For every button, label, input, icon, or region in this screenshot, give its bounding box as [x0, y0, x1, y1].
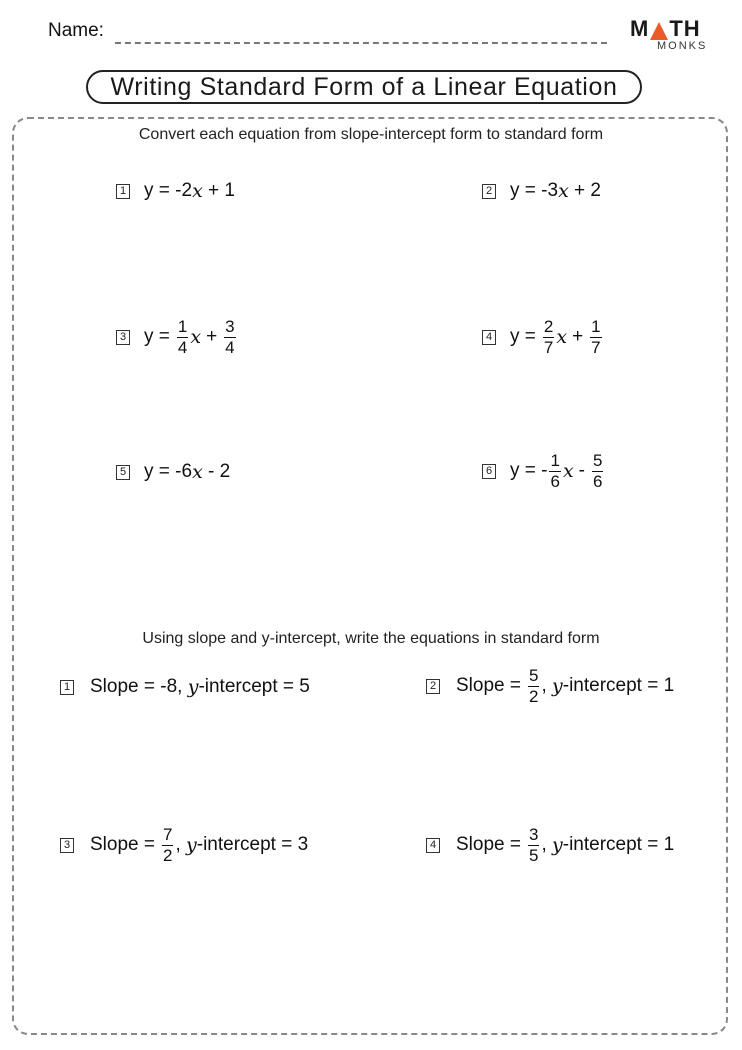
- numerator: 3: [528, 825, 539, 844]
- section1-instruction: Convert each equation from slope-intercept form to standard form: [138, 126, 604, 143]
- s1-problem-2: [482, 180, 601, 202]
- s1-problem-4: [482, 318, 604, 357]
- equation-lhs: y =: [510, 326, 536, 348]
- s2-problem-2: [426, 667, 674, 706]
- fraction: [592, 452, 603, 491]
- denominator: 7: [591, 337, 601, 357]
- problem-number: 2: [426, 679, 440, 694]
- intercept-text: -intercept = 3: [196, 834, 309, 856]
- denominator: 6: [550, 471, 560, 491]
- equation-part: y = -3: [510, 180, 559, 201]
- section2-instruction: Using slope and y-intercept, write the equations in standard form: [142, 630, 600, 647]
- operator: +: [206, 326, 218, 348]
- fraction: [528, 826, 539, 865]
- equation: [510, 180, 601, 202]
- variable-x: x: [562, 460, 574, 483]
- problem-text: [456, 826, 674, 865]
- problem-number: 6: [482, 464, 496, 479]
- variable-x: x: [556, 326, 568, 349]
- problem-number: 1: [116, 184, 130, 199]
- fraction: [590, 318, 601, 357]
- variable-x: x: [192, 180, 203, 202]
- variable-x: x: [558, 180, 569, 202]
- problem-number: 3: [116, 330, 130, 345]
- name-line[interactable]: [115, 42, 607, 44]
- denominator: 7: [543, 337, 554, 357]
- problem-number: 3: [60, 838, 74, 853]
- s1-problem-3: [116, 318, 238, 357]
- denominator: 2: [528, 686, 539, 706]
- problem-number: 2: [482, 184, 496, 199]
- s1-problem-5: [116, 461, 230, 483]
- numerator: 1: [550, 451, 560, 470]
- equation: [510, 452, 605, 491]
- operator: -: [578, 460, 585, 482]
- equation-lhs: y =: [144, 326, 170, 348]
- fraction: [543, 318, 554, 357]
- logo-letters-th: TH: [669, 16, 701, 41]
- numerator: 5: [593, 451, 603, 470]
- denominator: 4: [225, 337, 235, 357]
- denominator: 2: [162, 845, 173, 865]
- worksheet-frame: [12, 117, 728, 1035]
- fraction: [224, 318, 235, 357]
- slope-label: Slope =: [456, 675, 521, 697]
- intercept-text: -intercept = 1: [562, 675, 675, 697]
- problem-text: [456, 667, 674, 706]
- problem-text: [90, 676, 310, 698]
- variable-x: x: [192, 461, 203, 483]
- s1-problem-1: [116, 180, 235, 202]
- math-monks-logo: [630, 16, 710, 56]
- logo-letter-m: M: [630, 16, 650, 41]
- problem-number: 1: [60, 680, 74, 695]
- logo-triangle-icon: [650, 22, 668, 40]
- problem-number: 5: [116, 465, 130, 480]
- slope-label: Slope =: [456, 834, 521, 856]
- s2-problem-4: [426, 826, 674, 865]
- numerator: 1: [177, 317, 188, 336]
- equation-part: y = -6: [144, 461, 193, 482]
- equation: [144, 318, 238, 357]
- numerator: 7: [162, 825, 173, 844]
- equation: [144, 461, 230, 483]
- logo-subtitle: MONKS: [657, 40, 708, 52]
- fraction: [162, 826, 173, 865]
- problem-number: 4: [426, 838, 440, 853]
- separator: ,: [541, 834, 553, 856]
- equation: [144, 180, 235, 202]
- separator: ,: [541, 675, 553, 697]
- problem-text: [90, 826, 308, 865]
- worksheet-title: Writing Standard Form of a Linear Equation: [86, 70, 642, 104]
- variable-y: y: [187, 676, 199, 698]
- operator: +: [572, 326, 584, 348]
- slope-text: Slope = -8,: [90, 676, 188, 697]
- equation-part: - 2: [202, 461, 231, 482]
- intercept-text: -intercept = 5: [198, 676, 310, 697]
- fraction: [177, 318, 188, 357]
- equation-part: y = -2: [144, 180, 193, 201]
- separator: ,: [175, 834, 187, 856]
- s2-problem-3: [60, 826, 308, 865]
- equation-part: + 2: [568, 180, 602, 201]
- numerator: 2: [543, 317, 554, 336]
- variable-y: y: [552, 834, 563, 857]
- equation-lhs: y = -: [510, 460, 548, 482]
- s1-problem-6: [482, 452, 605, 491]
- s2-problem-1: [60, 676, 310, 698]
- problem-number: 4: [482, 330, 496, 345]
- variable-x: x: [190, 326, 202, 349]
- denominator: 4: [177, 337, 188, 357]
- equation: [510, 318, 604, 357]
- slope-label: Slope =: [90, 834, 155, 856]
- variable-y: y: [186, 834, 197, 857]
- equation-part: + 1: [202, 180, 236, 201]
- name-label: Name:: [48, 20, 104, 41]
- fraction: [528, 667, 539, 706]
- numerator: 3: [225, 317, 235, 336]
- denominator: 5: [528, 845, 539, 865]
- numerator: 1: [591, 317, 601, 336]
- denominator: 6: [593, 471, 603, 491]
- variable-y: y: [552, 675, 563, 698]
- fraction: [549, 452, 560, 491]
- numerator: 5: [528, 666, 539, 685]
- intercept-text: -intercept = 1: [562, 834, 675, 856]
